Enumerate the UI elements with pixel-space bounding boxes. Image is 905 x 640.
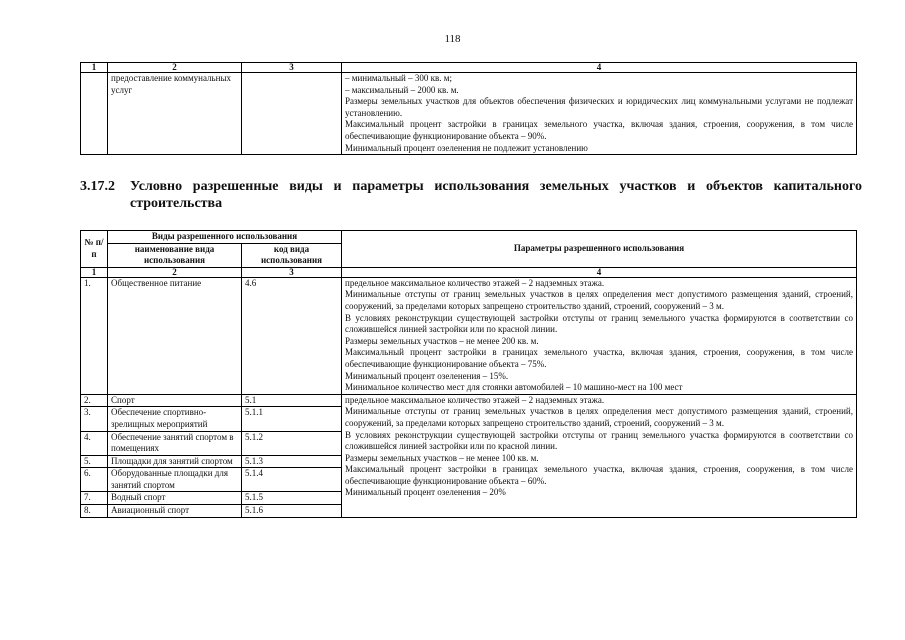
param-line: В условиях реконструкции существующей застройки отступы от границ земельного участка формируются в соответствии со сложившейся линией застройки или по красной линии. — [345, 312, 853, 335]
use-code: 5.1.3 — [242, 455, 342, 468]
header-params: Параметры разрешенного использования — [342, 231, 857, 268]
col-number: 1 — [81, 63, 108, 73]
use-name: Общественное питание — [108, 277, 242, 394]
col-number: 4 — [342, 63, 857, 73]
header-group: Виды разрешенного использования — [108, 231, 342, 244]
use-code: 5.1.4 — [242, 468, 342, 492]
param-line: Размеры земельных участков – не менее 200 кв. м. — [345, 335, 539, 346]
column-number-row — [81, 267, 857, 277]
header-num: № п/п — [81, 231, 108, 268]
use-code: 5.1.6 — [242, 505, 342, 518]
row-number — [81, 73, 108, 155]
param-line: Минимальные отступы от границ земельных участков в целях определения мест допустимого размещения зданий, строений, сооружений, за пределами которых запрещено строительство зданий, строений, сооружений – 3 м. — [345, 406, 853, 428]
use-name: Спорт — [108, 394, 242, 407]
col-number: 3 — [242, 267, 342, 277]
col-number: 2 — [108, 63, 242, 73]
param-line: Минимальный процент озеленения не подлежит установлению — [345, 142, 588, 153]
use-code: 5.1 — [242, 394, 342, 407]
section-title: Условно разрешенные виды и параметры использования земельных участков и объектов капитального строительства — [130, 179, 862, 211]
param-line: предельное максимальное количество этажей – 2 надземных этажа. — [345, 277, 605, 288]
conditional-uses-table — [80, 230, 857, 518]
param-line: – минимальный – 300 кв. м; — [345, 73, 452, 83]
row-number: 5. — [81, 455, 108, 468]
col-number: 4 — [342, 267, 857, 277]
use-params-shared — [342, 394, 857, 517]
header-code: код вида использования — [242, 243, 342, 267]
use-name: Оборудованные площадки для занятий спортом — [108, 468, 242, 492]
row-number: 6. — [81, 468, 108, 492]
param-line: Максимальный процент застройки в границах земельного участка, включая здания, строения, сооружения, в том числе обеспечивающие функционирование объекта – 75%. — [345, 347, 853, 369]
use-code — [242, 73, 342, 155]
row-number: 8. — [81, 505, 108, 518]
use-code: 5.1.2 — [242, 431, 342, 455]
use-name: Водный спорт — [108, 492, 242, 505]
param-line: – максимальный – 2000 кв. м. — [345, 84, 459, 95]
use-name: предоставление коммунальных услуг — [108, 73, 242, 155]
table-row — [81, 394, 857, 407]
table-row — [81, 73, 857, 155]
row-number: 4. — [81, 431, 108, 455]
use-code: 5.1.1 — [242, 407, 342, 431]
section-number: 3.17.2 — [80, 179, 115, 194]
use-name: Авиационный спорт — [108, 505, 242, 518]
row-number: 1. — [81, 277, 108, 394]
param-line: Размеры земельных участков для объектов обеспечения физических и юридических лиц коммунальными услугами не подлежат установлению. — [345, 96, 853, 118]
col-number: 3 — [242, 63, 342, 73]
param-line: Минимальный процент озеленения – 15%. — [345, 370, 509, 381]
param-line: Минимальное количество мест для стоянки автомобилей – 10 машино-мест на 100 мест — [345, 382, 683, 393]
use-params — [342, 73, 857, 155]
use-name: Площадки для занятий спортом — [108, 455, 242, 468]
page-number: 118 — [444, 33, 461, 45]
use-code: 5.1.5 — [242, 492, 342, 505]
use-name: Обеспечение занятий спортом в помещениях — [108, 431, 242, 455]
param-line: Минимальный процент озеленения – 20% — [345, 487, 506, 498]
col-number: 2 — [108, 267, 242, 277]
use-code: 4.6 — [242, 277, 342, 394]
param-line: Размеры земельных участков – не менее 100 кв. м. — [345, 452, 539, 463]
col-number: 1 — [81, 267, 108, 277]
row-number: 7. — [81, 492, 108, 505]
header-name: наименование вида использования — [108, 243, 242, 267]
row-number: 2. — [81, 394, 108, 407]
param-line: Максимальный процент застройки в границах земельного участка, включая здания, строения, сооружения, в том числе обеспечивающие функционирование объекта – 60%. — [345, 464, 853, 486]
continuation-table — [80, 62, 857, 155]
section-heading — [80, 178, 862, 212]
param-line: предельное максимальное количество этажей – 2 надземных этажа. — [345, 394, 605, 405]
param-line: В условиях реконструкции существующей застройки отступы от границ земельного участка формируются в соответствии со сложившейся линией застройки или по красной линии. — [345, 429, 853, 452]
param-line: Максимальный процент застройки в границах земельного участка, включая здания, строения, сооружения, в том числе обеспечивающие функционирование объекта – 90%. — [345, 119, 853, 141]
param-line: Минимальные отступы от границ земельных участков в целях определения мест допустимого размещения зданий, строений, сооружений, за пределами которых запрещено строительство зданий, строений, сооружений – 3 м. — [345, 289, 853, 311]
use-name: Обеспечение спортивно-зрелищных мероприятий — [108, 407, 242, 431]
row-number: 3. — [81, 407, 108, 431]
use-params — [342, 277, 857, 394]
column-number-row — [81, 63, 857, 73]
header-row — [81, 231, 857, 244]
table-row — [81, 277, 857, 394]
